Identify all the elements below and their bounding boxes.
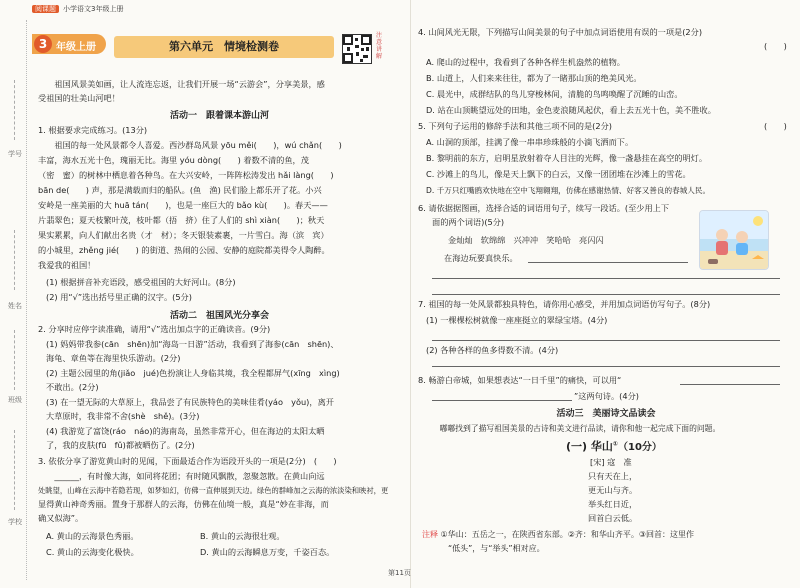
activity-three-intro: 嘟嘟找到了描写祖国美景的古诗和美文进行品读，请你和他一起完成下面的问题。 <box>424 424 721 433</box>
activity-two-heading: 活动二 祖国风光分享会 <box>169 311 269 321</box>
poem-author: [宋] 寇 准 <box>590 457 632 467</box>
sidebar-label-name: 姓名 <box>8 302 22 310</box>
q3-line: ______，有时像大海，如同将花团；有时随风飘散，忽聚忽散。在黄山向远 <box>38 471 325 481</box>
q2-line: 不敢出。(2分) <box>46 382 99 392</box>
unit-badge <box>32 34 106 54</box>
q1-line: 安岭是一座美丽的大 huā tán( )，也是一座巨大的 bǎo kù( )。春天—— <box>38 200 328 210</box>
unit-title: 第六单元 情境检测卷 <box>114 36 334 58</box>
q2-line: (4) 我游览了富饶(ráo náo)的海南岛，虽然非常开心，但在海边的太阳太晒 <box>46 426 325 436</box>
q2-line: (3) 在一望无际的大草原上，我品尝了有民族特色的美味佳肴(yáo yǒu)，离开 <box>46 397 334 407</box>
q7-sentence-2: (2) 各种各样的鱼多得数不清。(4分) <box>426 345 559 355</box>
question-8: 8. 畅游白帝城，如果想表达“一日千里”的痛快，可以用“ <box>418 375 622 385</box>
answer-line[interactable] <box>528 262 688 263</box>
q2-line: (1) 妈妈带我参(cān shēn)加“海岛一日游”活动，我看到了海参(cān shēn)、 <box>46 339 339 349</box>
q4-option-a[interactable]: A. 爬山的过程中，我看到了各种各样生机盎然的植物。 <box>426 57 625 67</box>
beach-kids-illustration <box>699 210 769 270</box>
q3-line: 显得黄山神奇秀丽。置身于那群人的云海，仿佛在仙境一般，真是“妙在非海，而 <box>38 499 329 509</box>
question-7: 7. 祖国的每一处风景都独具特色，请你用心感受，并用加点词语仿写句子。(8分) <box>418 299 711 309</box>
answer-paren: ( ) <box>764 121 787 131</box>
q5-option-d[interactable]: D. 千万只红嘴鸥欢快地在空中飞翔翱翔，仿佛在感谢热情、好客又善良的春城人民。 <box>426 186 711 195</box>
sidebar-line <box>14 80 15 140</box>
right-page <box>418 0 794 588</box>
answer-line[interactable] <box>680 384 780 385</box>
sidebar-label-student-id: 学号 <box>8 150 22 158</box>
header-subject: 小学语文3年级上册 <box>63 5 124 13</box>
answer-line[interactable] <box>432 366 780 367</box>
q3-line: 确又似海”。 <box>38 513 84 523</box>
unit-grade: 年级上册 <box>56 42 96 53</box>
q4-option-c[interactable]: C. 晨光中，成群结队的鸟儿穿梭林间，清脆的鸟鸣唤醒了沉睡的山峦。 <box>426 89 683 99</box>
sidebar-line <box>14 330 15 390</box>
poem-line: 回首白云低。 <box>588 513 638 523</box>
answer-paren: ( ) <box>764 41 787 51</box>
note-label: 注释 <box>422 530 438 539</box>
q1-sub-2: (2) 用“√”选出括号里正确的汉字。(5分) <box>46 292 192 302</box>
intro-line: 祖国风景美如画，让人流连忘返，让我们开展一场“云游会”，分享美景，感 <box>38 79 325 89</box>
poem-line: 更无山与齐。 <box>588 485 638 495</box>
q3-option-c[interactable]: C. 黄山的云海变化极快。 <box>46 547 139 557</box>
answer-line[interactable] <box>432 278 780 279</box>
q2-line: 海龟、章鱼等在海里快乐游动。(2分) <box>46 353 181 363</box>
question-1: 1. 根据要求完成练习。(13分) <box>38 125 148 135</box>
poem-line: 只有天在上， <box>588 471 638 481</box>
poem-line: 举头红日近， <box>588 499 638 509</box>
q1-line: 祖国的每一处风景都令人喜爱。西沙群岛风景 yōu měi( )，wú chǎn( ) <box>38 140 342 150</box>
poem-title-sup: ① <box>612 440 618 448</box>
intro-line: 受祖国的壮美山河吧！ <box>38 93 120 103</box>
sidebar-line <box>14 430 15 510</box>
q1-line: 片翡翠色；夏天枝繁叶茂，枝叶都（捂 挤）住了人们的 shì xiàn( )；秋天 <box>38 215 325 225</box>
q7-sentence-1: (1) 一棵棵松树就像一座座挺立的翠绿宝塔。(4分) <box>426 315 608 325</box>
question-6: 6. 请依据据图画，选择合适的词语用句子，续写一段话。(至少用上下 <box>418 203 670 213</box>
q1-line: 的小城里，zhěng jié( ) 的街道、热闹的公园、安静的庭院都美得令人陶醉。 <box>38 245 330 255</box>
sidebar-label-school: 学校 <box>8 518 22 526</box>
q3-option-a[interactable]: A. 黄山的云海景色秀丽。 <box>46 531 139 541</box>
sidebar-label-class: 班级 <box>8 396 22 404</box>
answer-line[interactable] <box>432 340 780 341</box>
page-header <box>32 4 123 14</box>
answer-line[interactable] <box>432 294 780 295</box>
activity-three-heading: 活动三 美丽诗文品读会 <box>556 409 656 419</box>
q1-sub-1: (1) 根据拼音补充语段，感受祖国的大好河山。(8分) <box>46 277 236 287</box>
answer-line[interactable] <box>432 400 572 401</box>
q5-option-a[interactable]: A. 山洞的顶部，挂满了像一串串珍珠般的小滴飞洒而下。 <box>426 137 634 147</box>
cut-line <box>26 20 27 580</box>
q2-line: 了，我的皮肤(fū fǔ)都被晒伤了。(2分) <box>46 440 195 450</box>
note-line-1: ①华山：五岳之一，在陕西省东部。②齐：和华山齐平。③回首：这里作 <box>440 530 695 539</box>
q2-line: 大草原时，我非常不舍(shè shě)。(3分) <box>46 411 200 421</box>
question-2: 2. 分享时应停字读准确，请用“√”选出加点字的正确读音。(9分) <box>38 324 271 334</box>
q1-line: 我爱我的祖国！ <box>38 260 96 270</box>
q1-line: bān de( ) 声，那是满载而归的船队。(鱼 渔) 民们脸上都乐开了花。小兴 <box>38 185 322 195</box>
header-tag: 阅课题 <box>32 5 59 13</box>
page-number: 第11页 <box>388 569 411 577</box>
q3-option-b[interactable]: B. 黄山的云海很壮观。 <box>200 531 285 541</box>
question-4: 4. 山间风光无限，下列描写山间美景的句子中加点词语使用有误的一项是(2分) <box>418 27 703 37</box>
question-6-cont: 面的两个词语)(5分) <box>432 217 505 227</box>
q6-word-bank: 金灿灿 软绵绵 兴冲冲 笑哈哈 亮闪闪 <box>448 235 604 245</box>
q1-line: （密 蜜）的树林中栖息着各种鸟。在大兴安岭，一阵阵松涛发出 hǎi làng( ) <box>38 170 334 180</box>
note-line-2: “低头”，与“举头”相对应。 <box>448 544 545 553</box>
q4-option-d[interactable]: D. 站在山顶眺望远处的田地，金色麦浪随风起伏，看上去五光十色，美不胜收。 <box>426 105 716 115</box>
q6-start: 在海边玩要真快乐。 <box>444 253 518 263</box>
q1-line: 果实累累，向人们献出名贵（才 材）；冬天银装素裹，一片雪白。海（滨 宾） <box>38 230 329 240</box>
sidebar-line <box>14 230 15 290</box>
qr-code-icon[interactable] <box>342 34 372 64</box>
page-fold <box>410 0 411 588</box>
activity-one-heading: 活动一 跟着课本游山河 <box>169 111 269 121</box>
q2-line: (2) 主题公园里的角(jiǎo jué)色扮演让人身临其境，我全程都屏气(xīng xìng) <box>46 368 340 378</box>
question-5: 5. 下列句子运用的修辞手法和其他三项不同的是(2分) <box>418 121 612 131</box>
left-page <box>32 0 407 588</box>
poem-title-text: (一) 华山 <box>566 440 613 453</box>
question-8-cont: ”这两句诗。(4分) <box>574 391 639 401</box>
question-3: 3. 依依分享了游览黄山时的见闻，下面最适合作为语段开头的一项是(2分) ( ) <box>38 456 337 466</box>
poem-title <box>566 438 662 454</box>
poem-notes <box>422 528 694 541</box>
q5-option-b[interactable]: B. 黎明前的东方，启明星放射着夺人目注的光辉，像一盏悬挂在高空的明灯。 <box>426 153 708 163</box>
unit-number: 3 <box>34 35 52 53</box>
q5-option-c[interactable]: C. 沙滩上的鸟儿，像是天上飘下的白云，又像一团团堆在沙滩上的雪花。 <box>426 169 691 179</box>
qr-label: 注意讲解 <box>376 32 383 60</box>
q3-option-d[interactable]: D. 黄山的云海瞬息万变，千姿百态。 <box>200 547 335 557</box>
q3-line: 处眺望，山峰在云海中若隐若现，如梦如幻，仿佛一直伸展到天边。绿色的群峰加之云海的浓淡染和映衬，更 <box>38 486 389 495</box>
q1-line: 丰富，海水五光十色，瑰丽无比。海里 yóu dòng( ) 着数不清的鱼，茂 <box>38 155 309 165</box>
q4-option-b[interactable]: B. 山道上，人们来来往往，都为了一睹那山顶的绝美风光。 <box>426 73 642 83</box>
poem-score: （10分） <box>617 442 662 453</box>
